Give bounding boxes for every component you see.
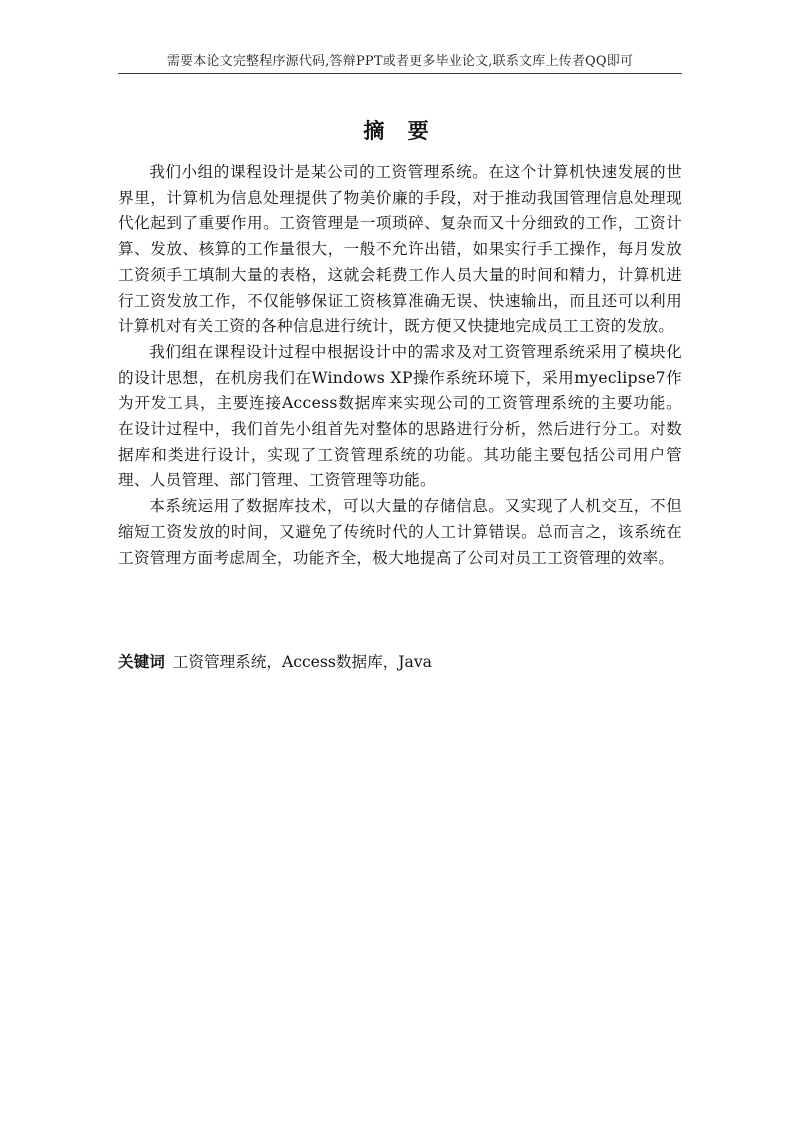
abstract-paragraph-2: 我们组在课程设计过程中根据设计中的需求及对工资管理系统采用了模块化的设计思想，在机房我们在Windows XP操作系统环境下，采用myeclipse7作为开发工具，主要连接Access数据库来实现公司的工资管理系统的主要功能。在设计过程中，我们首先小组首先对整体的思路进行分析，然后进行分工。对数据库和类进行设计，实现了工资管理系统的功能。其功能主要包括公司用户管理、人员管理、部门管理、工资管理等功能。 xyxy=(118,342,682,490)
keywords-label: 关键词 xyxy=(118,652,165,671)
page-header-note: 需要本论文完整程序源代码,答辩PPT或者更多毕业论文,联系文库上传者QQ即可 xyxy=(166,54,634,69)
keywords-line xyxy=(118,650,682,674)
abstract-body xyxy=(118,160,682,571)
keywords-text: 工资管理系统，Access数据库，Java xyxy=(172,653,432,671)
abstract-paragraph-1: 我们小组的课程设计是某公司的工资管理系统。在这个计算机快速发展的世界里，计算机为信息处理提供了物美价廉的手段，对于推动我国管理信息处理现代化起到了重要作用。工资管理是一项琐碎、复杂而又十分细致的工作，工资计算、发放、核算的工作量很大，一般不允许出错，如果实行手工操作，每月发放工资须手工填制大量的表格，这就会耗费工作人员大量的时间和精力，计算机进行工资发放工作，不仅能够保证工资核算准确无误、快速输出，而且还可以利用计算机对有关工资的各种信息进行统计，既方便又快捷地完成员工工资的发放。 xyxy=(118,163,682,336)
abstract-paragraph-3: 本系统运用了数据库技术，可以大量的存储信息。又实现了人机交互，不但缩短工资发放的时间，又避免了传统时代的人工计算错误。总而言之，该系统在工资管理方面考虑周全，功能齐全，极大地提高了公司对员工工资管理的效率。 xyxy=(118,497,682,567)
header-divider xyxy=(118,73,682,74)
abstract-title: 摘 要 xyxy=(363,118,437,143)
